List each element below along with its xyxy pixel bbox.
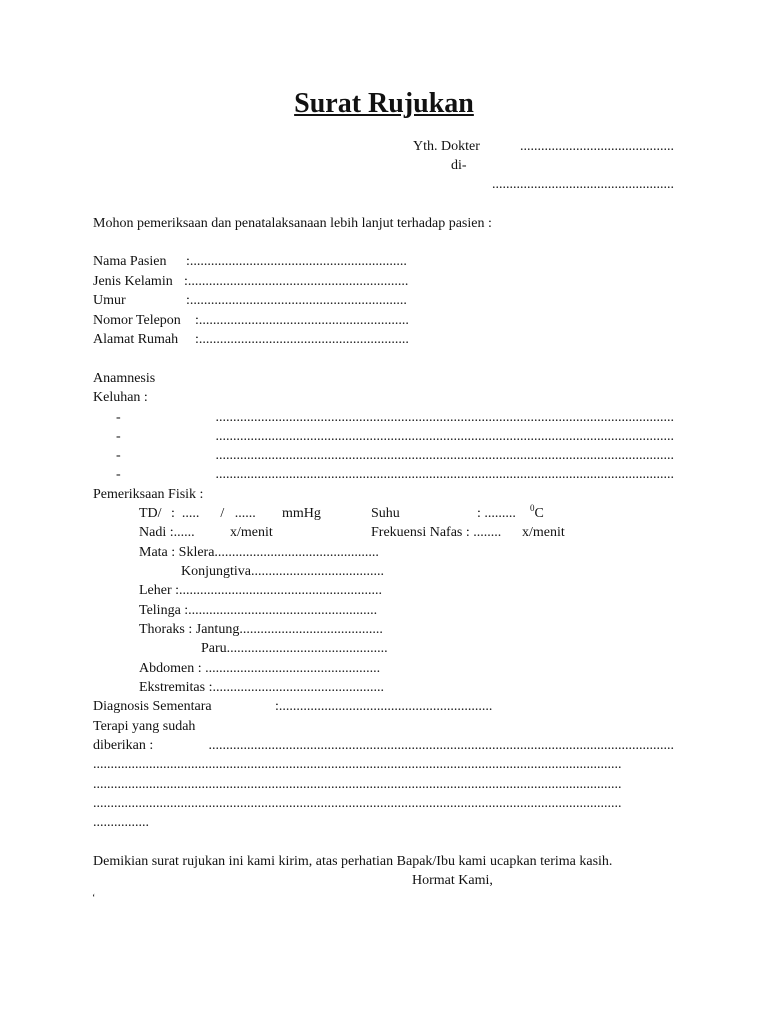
recipient-doctor-dots: ............................................: [520, 139, 674, 154]
complaint-bullet: -: [116, 467, 121, 482]
document-title: Surat Rujukan: [294, 88, 474, 119]
respiratory-rate-field: Frekuensi Nafas : ........: [371, 525, 502, 540]
patient-name-value: :..............................................................: [186, 254, 407, 269]
patient-phone-value: :............................................................: [195, 313, 409, 328]
complaint-bullet: -: [116, 429, 121, 444]
eye-sclera-field: Mata : Sklera...............................................: [139, 545, 379, 560]
abdomen-field: Abdomen : ..................................................: [139, 661, 381, 676]
neck-field: Leher :..........................................................: [139, 583, 383, 598]
therapy-line-tail: ................: [93, 815, 149, 830]
patient-gender-label: Jenis Kelamin: [93, 274, 173, 289]
td-value: : ..... / ......: [171, 506, 256, 521]
therapy-label: Terapi yang sudah: [93, 719, 196, 734]
patient-address-label: Alamat Rumah: [93, 332, 179, 347]
intro-text: Mohon pemeriksaan dan penatalaksanaan lebih lanjut terhadap pasien :: [93, 216, 492, 231]
pulse-field: Nadi :......: [139, 525, 195, 540]
recipient-di-label: di-: [451, 158, 467, 173]
complaint-bullet: -: [116, 410, 121, 425]
eye-conjunctiva-field: Konjungtiva......................................: [181, 564, 384, 579]
patient-gender-value: :...............................................................: [184, 274, 409, 289]
extremities-field: Ekstremitas :.................................................: [139, 680, 384, 695]
exam-heading: Pemeriksaan Fisik :: [93, 487, 204, 502]
complaint-line: ...................................................................................................................................: [215, 448, 674, 463]
patient-age-value: :..............................................................: [186, 293, 407, 308]
therapy-line: .......................................................................................................................................................: [93, 757, 622, 772]
therapy-line: .......................................................................................................................................................: [93, 796, 622, 811]
complaint-label: Keluhan :: [93, 390, 148, 405]
therapy-line: .....................................................................................................................................: [208, 738, 674, 753]
stray-mark: ‘: [92, 893, 96, 904]
recipient-place-dots: ....................................................: [492, 177, 674, 192]
ear-field: Telinga :......................................................: [139, 603, 378, 618]
patient-age-label: Umur: [93, 293, 126, 308]
pulse-unit: x/menit: [230, 525, 273, 540]
degree-mark: 0: [530, 503, 535, 513]
anamnesis-heading: Anamnesis: [93, 371, 156, 386]
respiratory-rate-unit: x/menit: [522, 525, 565, 540]
temperature-unit: [530, 504, 544, 524]
diagnosis-label: Diagnosis Sementara: [93, 699, 212, 714]
thorax-heart-field: Thoraks : Jantung.........................................: [139, 622, 383, 637]
therapy-line: .......................................................................................................................................................: [93, 777, 622, 792]
signature-greeting: Hormat Kami,: [412, 873, 493, 888]
temperature-label: Suhu: [371, 506, 400, 521]
diagnosis-value: :.............................................................: [275, 699, 493, 714]
thorax-lung-field: Paru..............................................: [201, 641, 388, 656]
patient-name-label: Nama Pasien: [93, 254, 167, 269]
td-label: TD/: [139, 506, 162, 521]
closing-text: Demikian surat rujukan ini kami kirim, atas perhatian Bapak/Ibu kami ucapkan terima kasih.: [93, 854, 613, 869]
patient-address-value: :............................................................: [195, 332, 409, 347]
temperature-value: : .........: [477, 506, 516, 521]
complaint-line: ...................................................................................................................................: [215, 429, 674, 444]
patient-phone-label: Nomor Telepon: [93, 313, 181, 328]
complaint-line: ...................................................................................................................................: [215, 410, 674, 425]
celsius-unit: C: [534, 506, 544, 521]
complaint-line: ...................................................................................................................................: [215, 467, 674, 482]
td-unit: mmHg: [282, 506, 321, 521]
recipient-yth-label: Yth. Dokter: [413, 139, 480, 154]
complaint-bullet: -: [116, 448, 121, 463]
therapy-given-label: diberikan :: [93, 738, 154, 753]
